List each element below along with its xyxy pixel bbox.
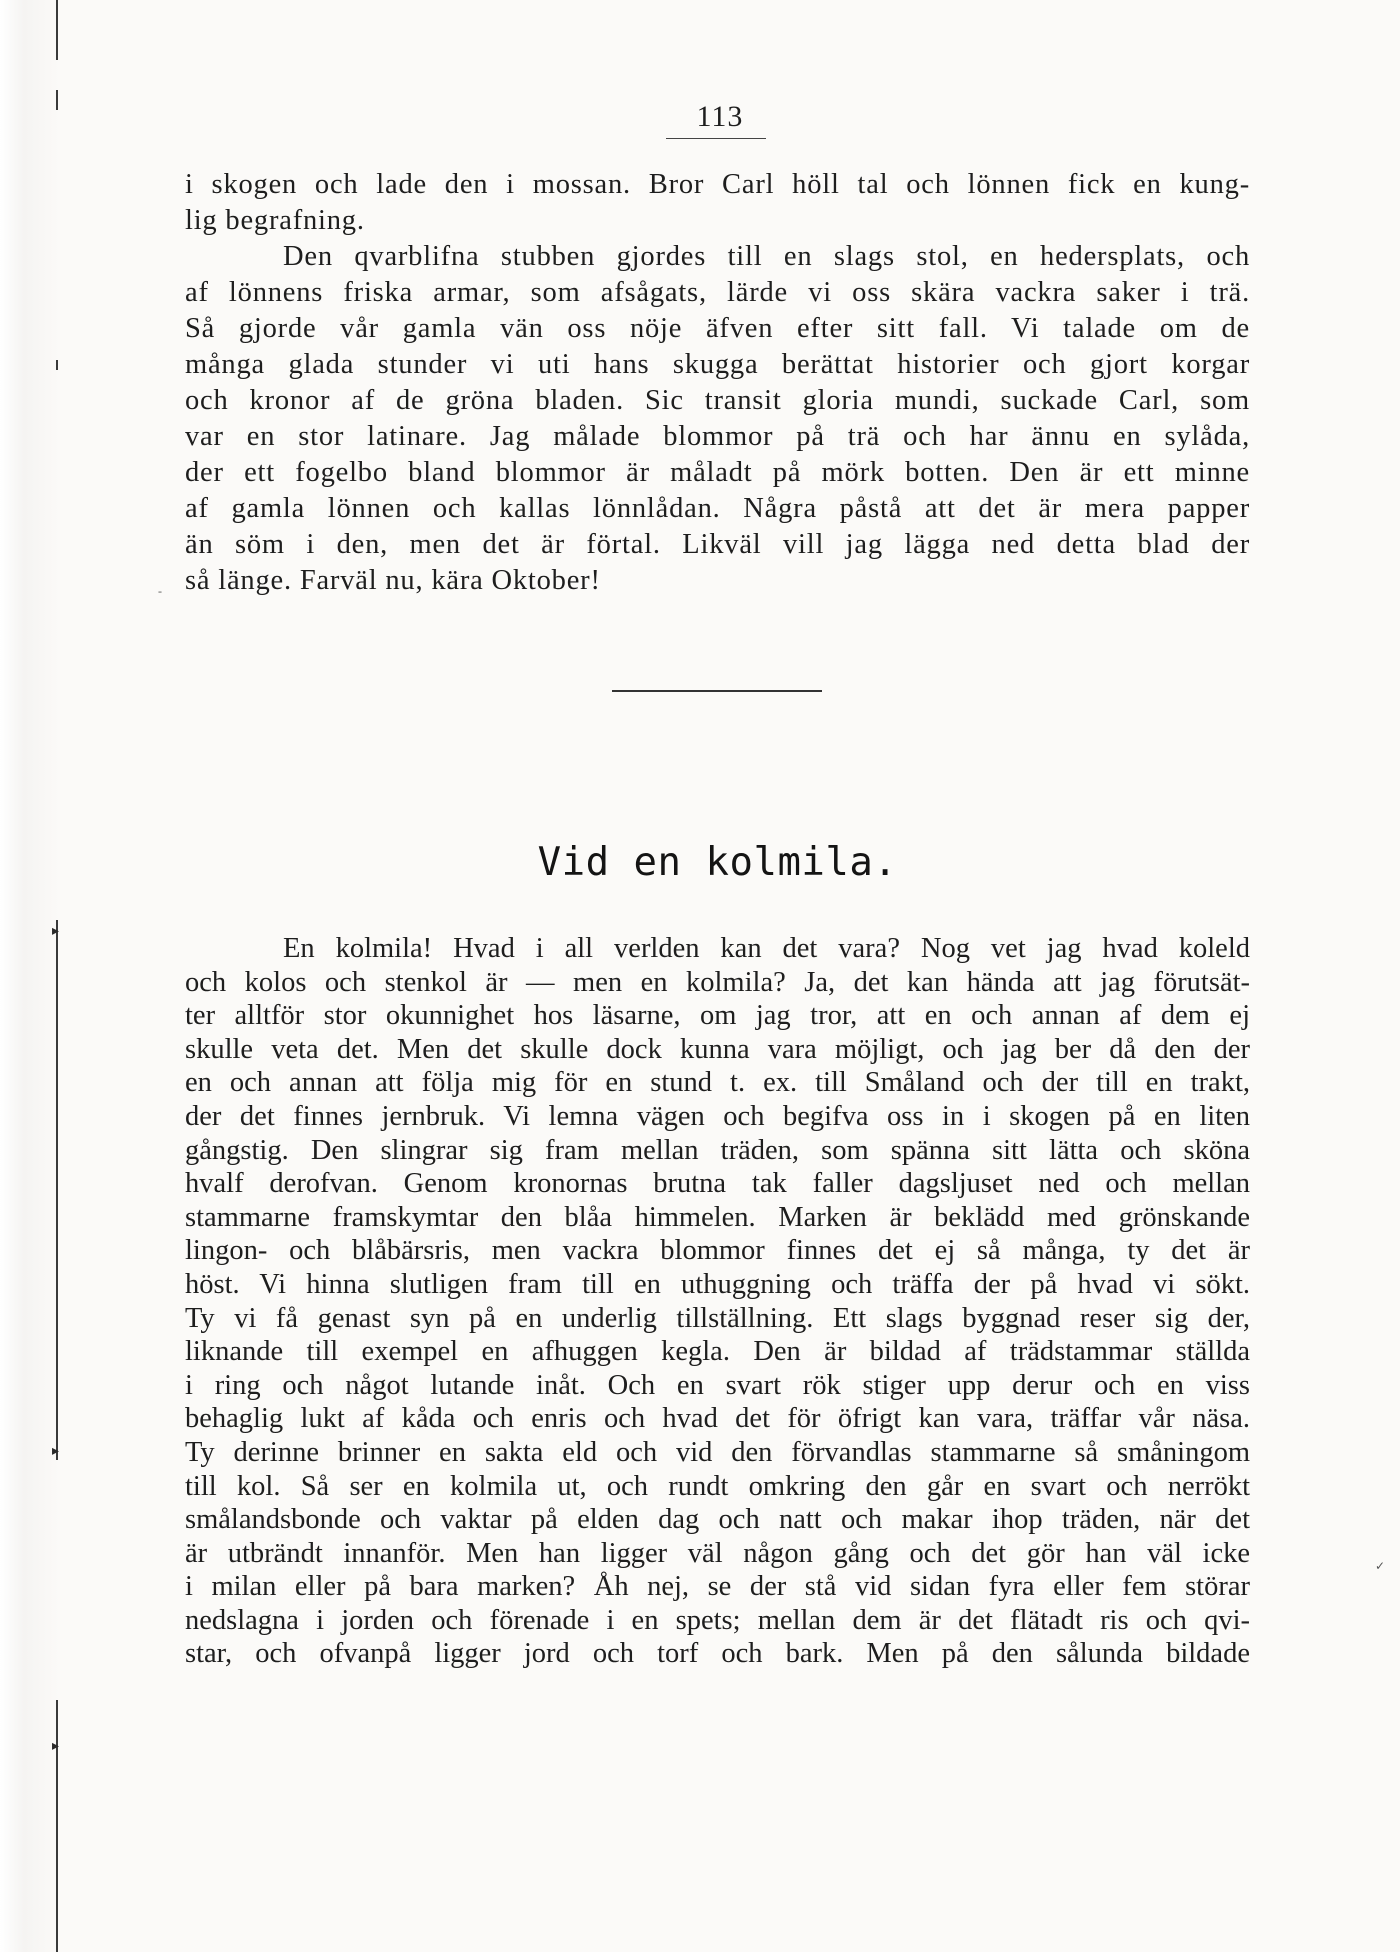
binding-rule-bottom <box>56 1700 58 1952</box>
text-line: smålandsbonde och vaktar på elden dag och natt och makar ihop träden, när det <box>185 1504 1250 1536</box>
text-line: skulle veta det. Men det skulle dock kunna vara möjligt, och jag ber då den der <box>185 1033 1250 1065</box>
page-number: 113 <box>696 100 744 133</box>
text-line: behaglig lukt af kåda och enris och hvad det för öfrigt kan vara, träffar vår näsa. <box>185 1403 1250 1435</box>
text-line: i milan eller på bara marken? Åh nej, se der stå vid sidan fyra eller fem störar <box>185 1571 1250 1603</box>
binding-rule-top <box>56 0 58 60</box>
text-line: stammarne framskymtar den blåa himmelen. Marken är beklädd med grönskande <box>185 1201 1250 1233</box>
text-line: en och annan att följa mig för en stund t. ex. till Småland och der till en trakt, <box>185 1067 1250 1099</box>
binding-rule-segment <box>56 360 58 370</box>
text-line: i skogen och lade den i mossan. Bror Carl höll tal och lönnen fick en kung- <box>185 169 1250 200</box>
text-line: hvalf derofvan. Genom kronornas brutna tak faller dagsljuset ned och mellan <box>185 1168 1250 1200</box>
text-line: lig begrafning. <box>185 205 365 236</box>
binding-arrow-mark: ▸ <box>52 1739 60 1754</box>
text-line: af lönnens friska armar, som afsågats, lärde vi oss skära vackra saker i trä. <box>185 277 1250 308</box>
text-line: än söm i den, men det är förtal. Likväl vill jag lägga ned detta blad der <box>185 529 1250 560</box>
text-line: lingon- och blåbärsris, men vackra blommor finnes det ej så många, ty det är <box>185 1235 1250 1267</box>
text-line: i ring och något lutande inåt. Och en svart rök stiger upp derur och en viss <box>185 1369 1250 1401</box>
margin-speck: ✓ <box>1375 1559 1386 1573</box>
kolmila-passage <box>185 932 1250 1671</box>
text-line: är utbrändt innanför. Men han ligger väl någon gång och det gör han väl icke <box>185 1537 1250 1569</box>
text-line: gångstig. Den slingrar sig fram mellan träden, som spänna sitt lätta och sköna <box>185 1134 1250 1166</box>
text-line: höst. Vi hinna slutligen fram till en uthuggning och träffa der på hvad vi sökt. <box>185 1268 1250 1300</box>
binding-rule-segment <box>56 920 58 1460</box>
text-line: Ty vi få genast syn på en underlig tillställning. Ett slags byggnad reser sig der, <box>185 1302 1250 1334</box>
text-line: och kronor af de gröna bladen. Sic transit gloria mundi, suckade Carl, som <box>185 385 1250 416</box>
binding-edge <box>0 0 60 1952</box>
text-line: så länge. Farväl nu, kära Oktober! <box>185 565 601 596</box>
text-line: var en stor latinare. Jag målade blommor på trä och har ännu en sylåda, <box>185 421 1250 452</box>
page-number-rule <box>666 138 766 139</box>
text-line: Den qvarblifna stubben gjordes till en slags stol, en hedersplats, och <box>283 241 1250 272</box>
text-line: ter alltför stor okunnighet hos läsarne, om jag tror, att en och annan af dem ej <box>185 1000 1250 1032</box>
text-line: af gamla lönnen och kallas lönnlådan. Några påstå att det är mera papper <box>185 493 1250 524</box>
text-line: Så gjorde vår gamla vän oss nöje äfven efter sitt fall. Vi talade om de <box>185 313 1250 344</box>
text-line: många glada stunder vi uti hans skugga berättat historier och gjort korgar <box>185 349 1250 380</box>
text-line: der ett fogelbo bland blommor är måladt på mörk botten. Den är ett minne <box>185 457 1250 488</box>
binding-rule-segment <box>56 90 58 110</box>
section-title: Vid en kolmila. <box>537 840 898 885</box>
text-line: star, och ofvanpå ligger jord och torf och bark. Men på den sålunda bildade <box>185 1638 1250 1670</box>
binding-arrow-mark: ▸ <box>52 924 60 939</box>
text-line: der det finnes jernbruk. Vi lemna vägen och begifva oss in i skogen på en liten <box>185 1100 1250 1132</box>
section-divider <box>612 690 822 692</box>
text-line: till kol. Så ser en kolmila ut, och rundt omkring den går en svart och nerrökt <box>185 1470 1250 1502</box>
text-line: Ty derinne brinner en sakta eld och vid den förvandlas stammarne så småningom <box>185 1436 1250 1468</box>
october-passage <box>185 167 1250 599</box>
text-line: nedslagna i jorden och förenade i en spets; mellan dem är det flätadt ris och qvi- <box>185 1604 1250 1636</box>
margin-speck: - <box>158 584 162 598</box>
text-line: En kolmila! Hvad i all verlden kan det vara? Nog vet jag hvad koleld <box>283 933 1250 964</box>
text-line: liknande till exempel en afhuggen kegla. Den är bildad af trädstammar ställda <box>185 1336 1250 1368</box>
binding-arrow-mark: ▸ <box>52 1444 60 1459</box>
text-line: och kolos och stenkol är — men en kolmila? Ja, det kan hända att jag förutsät- <box>185 966 1250 998</box>
